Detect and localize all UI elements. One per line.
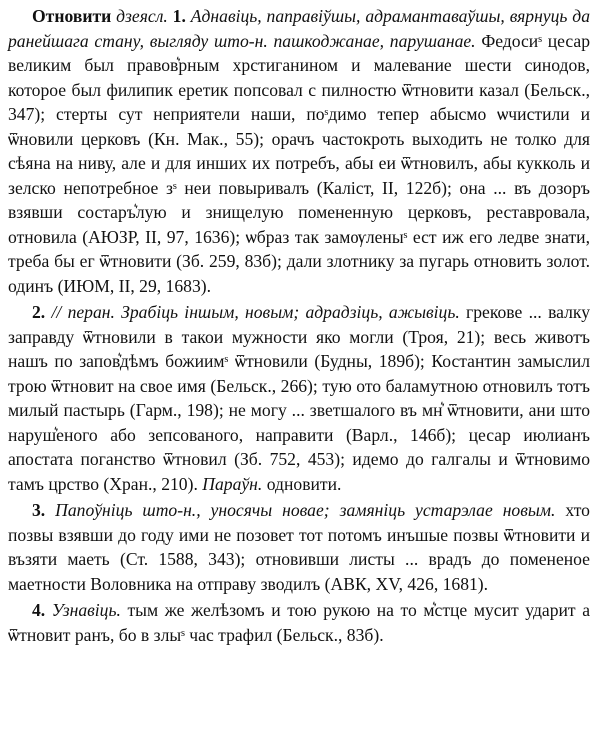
sense-number: 2. <box>32 302 46 322</box>
sense-2-paragraph <box>8 300 590 496</box>
sense-number: 4. <box>32 600 46 620</box>
sense-3-paragraph <box>8 498 590 596</box>
sense-number: 1. <box>172 6 186 26</box>
sense-definition: // перан. Зрабіць іншым, новым; адрадзіць, ажывіць. <box>51 302 460 322</box>
headword: Отновити <box>32 6 112 26</box>
sense-4-paragraph <box>8 598 590 647</box>
sense-quotations: грекове ... валку заправду ѿтновили в такои мужности яко могли (Троя, 21); весь животъ нашъ по запов͛дѣмъ божиимˢ ѿтновили (Будны, 189б); Костантин замыслил трою ѿтновит на свое имя (Бельск., 266); тую ото баламутною отновилъ тотъ милый пастырь (Гарм., 198); не могу ... зветшалого въ мн͛ ѿтновити, ани што наруш͛еного або зепсованого, направити (Варл., 146б); цесар июлианъ апостата поганство ѿтновил (Зб. 752, 453); идемо до галгалы и ѿтновимо тамъ црство (Хран., 210). <box>8 302 591 494</box>
sense-quotations: хто позвы взявши до году ими не позовет тот потомъ инъшые позвы ѿтновити и възяти маеть (Ст. 1588, 343); отновивши листы ... врадъ до помененое маетности Воловника на отправу зводилъ (АВК, XV, 426, 1681). <box>8 500 590 594</box>
parallel-word: одновити. <box>266 473 342 494</box>
sense-number: 3. <box>32 500 46 520</box>
sense-definition: Папоўніць што-н., уносячы новае; замяніць устарэлае новым. <box>55 500 556 520</box>
sense-quotations: Федосиˢ цесар великим был правов͛рным хрстиганином и малевание шести синодов, которое был филипик еретик попсовал с пилностю ѿтновити казал (Бельск., 347); стерты сут неприятели наши, поˢдимо тепер абысмо ѡчистили и ѿновили церковъ (Кн. Мак., 55); орачъ частокроть выходить не толко для сѣяна на ниву, але и для инших их потребъ, абы еи ѿтновилъ, абы кукколь и зелско непотребное зˢ неи повыривалъ (Каліст, II, 122б); она ... въ дозоръ взявши состаръ͛лую и знищелую помененную церковъ, реставровала, отновила (АЮЗР, II, 97, 1636); ѡбраз так замѹленыˢ ест иж его ледве знати, треба бы ег ѿтновити (Зб. 259, 83б); дали злотнику за пугарь отновить золот. одинъ (ИЮМ, II, 29, 1683). <box>8 30 590 296</box>
grammar-label: дзеясл. <box>116 6 168 26</box>
parallel-label: Параўн. <box>202 473 263 494</box>
sense-definition: Узнавіць. <box>51 600 121 620</box>
sense-definition: Аднавіць, паправіўшы, адрамантаваўшы, вярнуць да ранейшага стану, выгляду што-н. пашкоджанае, парушанае. <box>8 6 590 51</box>
sense-quotations: тым же желѣзомъ и тою рукою на то м͛стце мусит ударит а ѿтновит ранъ, бо в злыˢ час трафил (Бельск., 83б). <box>8 600 590 645</box>
sense-1-paragraph <box>8 4 590 298</box>
